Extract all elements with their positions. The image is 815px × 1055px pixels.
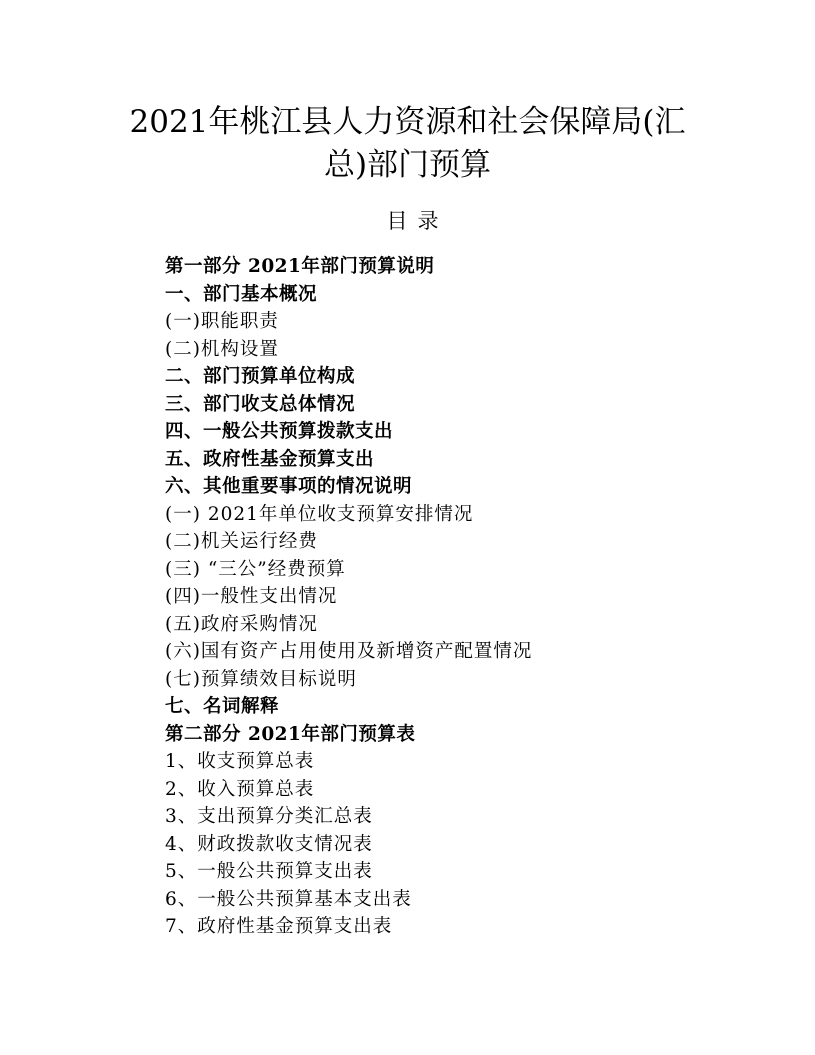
toc-heading: 目录 bbox=[386, 209, 449, 233]
toc-entry: 六、其他重要事项的情况说明 bbox=[165, 476, 413, 497]
toc-entry: 七、名词解释 bbox=[165, 696, 280, 717]
toc-entry: 7、政府性基金预算支出表 bbox=[165, 916, 393, 937]
toc-entry: 2、收入预算总表 bbox=[165, 778, 315, 800]
toc-entry: 3、支出预算分类汇总表 bbox=[165, 806, 373, 827]
toc-entry: 第一部分 2021年部门预算说明 bbox=[165, 256, 435, 277]
toc-entry: 6、一般公共预算基本支出表 bbox=[165, 888, 412, 910]
toc-entry: (七)预算绩效目标说明 bbox=[165, 668, 357, 690]
toc-entry: 第二部分 2021年部门预算表 bbox=[165, 723, 416, 745]
toc-entry: (二)机构设置 bbox=[165, 338, 279, 360]
toc-entry: 1、收支预算总表 bbox=[165, 751, 315, 772]
toc-entry: 五、政府性基金预算支出 bbox=[165, 448, 375, 470]
toc-entry: 一、部门基本概况 bbox=[165, 283, 318, 305]
toc-entry: (五)政府采购情况 bbox=[165, 613, 318, 635]
toc-entry: 5、一般公共预算支出表 bbox=[165, 861, 373, 882]
toc-entry: (三) “三公”经费预算 bbox=[165, 558, 346, 580]
document-title-line-2: 总)部门预算 bbox=[323, 147, 492, 183]
toc-entry: (六)国有资产占用使用及新增资产配置情况 bbox=[165, 641, 533, 662]
toc-entry: 四、一般公共预算拨款支出 bbox=[165, 421, 394, 442]
toc-entry: 三、部门收支总体情况 bbox=[165, 393, 356, 415]
document-title-line-1: 2021年桃江县人力资源和社会保障局(汇 bbox=[129, 104, 686, 140]
table-of-contents bbox=[165, 253, 765, 941]
toc-entry: 4、财政拨款收支情况表 bbox=[165, 833, 373, 855]
toc-entry: (二)机关运行经费 bbox=[165, 531, 318, 552]
toc-entry: 二、部门预算单位构成 bbox=[165, 366, 356, 387]
toc-entry: (一)职能职责 bbox=[165, 311, 279, 332]
toc-entry: (一) 2021年单位收支预算安排情况 bbox=[165, 503, 474, 525]
toc-entry: (四)一般性支出情况 bbox=[165, 586, 338, 607]
